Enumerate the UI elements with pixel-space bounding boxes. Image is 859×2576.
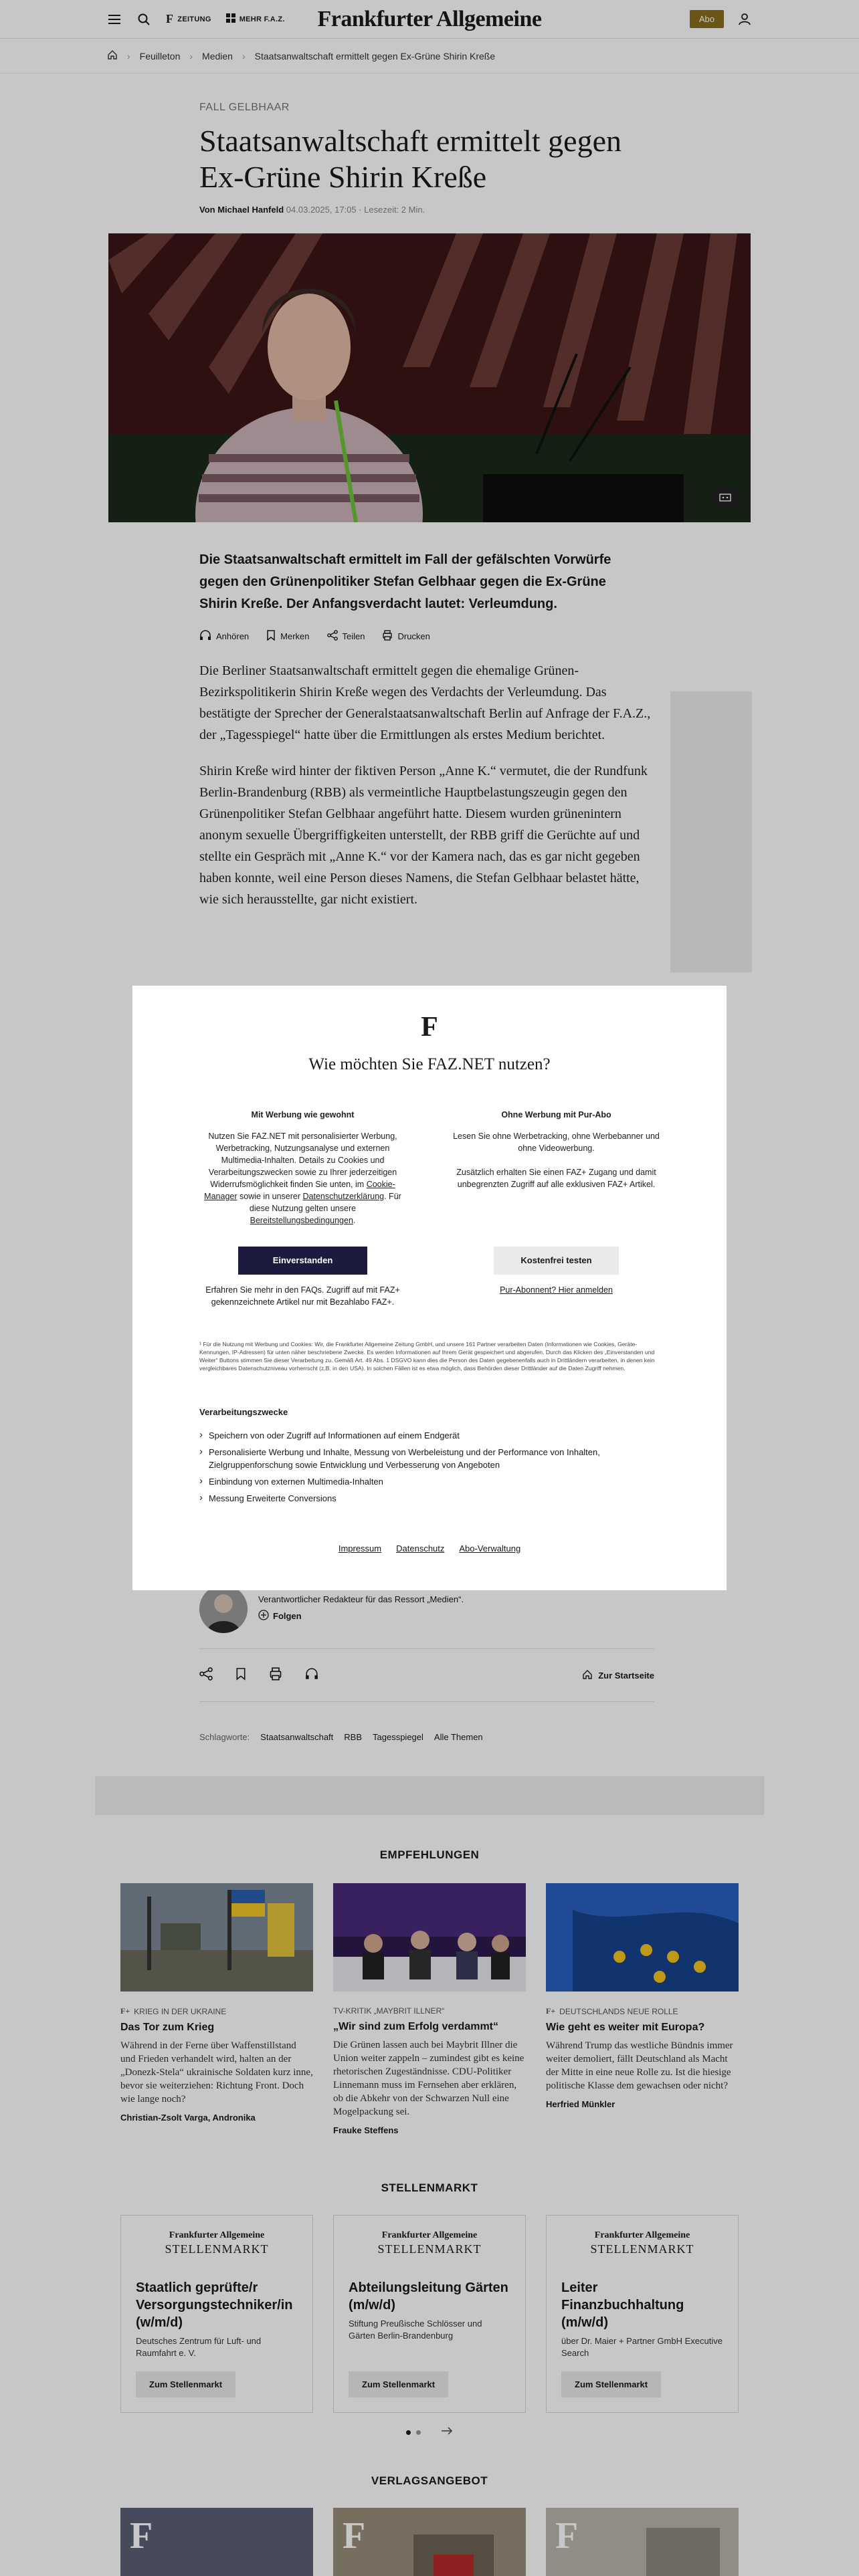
recommendation-title[interactable]: Wie geht es weiter mit Europa? xyxy=(546,2022,705,2033)
privacy-policy-link[interactable]: Datenschutzerklärung xyxy=(302,1192,385,1201)
job-logo: Frankfurter Allgemeine xyxy=(381,2230,478,2240)
job-title[interactable]: Staatlich geprüfte/r Versorgungstechniker/in (w/m/d) xyxy=(136,2280,293,2330)
listen-label: Anhören xyxy=(216,631,250,641)
bookmark-label: Merken xyxy=(280,631,310,641)
abo-verwaltung-link[interactable]: Abo-Verwaltung xyxy=(459,1543,521,1553)
jobs-title: STELLENMARKT xyxy=(381,2181,478,2194)
chevron-right-icon: › xyxy=(242,50,246,62)
chevron-right-icon: › xyxy=(189,50,193,62)
verlag-title: VERLAGSANGEBOT xyxy=(371,2474,488,2487)
cookie-manager-link[interactable]: Cookie-Manager xyxy=(204,1180,395,1201)
faz-f-icon: F xyxy=(166,12,174,25)
chevron-right-icon: › xyxy=(127,50,130,62)
purposes-title: Verarbeitungszwecke xyxy=(199,1407,288,1417)
job-company: über Dr. Maier + Partner GmbH Executive Search xyxy=(561,2336,723,2358)
consent-modal xyxy=(132,986,727,1590)
job-title[interactable]: Abteilungsleitung Gärten (m/w/d) xyxy=(349,2280,508,2313)
site-logo[interactable]: Frankfurter Allgemeine xyxy=(317,6,542,31)
recommendation-kicker: TV-KRITIK „MAYBRIT ILLNER“ xyxy=(333,2006,445,2016)
consent-footer-links xyxy=(199,1543,660,1553)
zeitung-label: ZEITUNG xyxy=(177,15,211,23)
recommendation-teaser: Während Trump das westliche Bündnis immer weiter demoliert, fällt Deutschland als Macht der Mitte in eine neue Rolle zu. Ist die hiesige politische Klasse dem gewachsen oder nicht? xyxy=(546,2040,733,2091)
recommendation-title[interactable]: „Wir sind zum Erfolg verdammt“ xyxy=(333,2021,498,2032)
faz-plus-icon: F+ xyxy=(546,2006,556,2016)
option-ads-text: Nutzen Sie FAZ.NET mit personalisierter Werbung, Werbetracking, Nutzungsanalyse und externen Multimedia-Inhalten. Details zu Cookies und Verarbeitungszwecken sowie zu Ihrer jederzeitigen Widerrufsmöglichkeit finden Sie unten, im xyxy=(208,1132,397,1189)
to-start-label: Zur Startseite xyxy=(598,1670,654,1681)
recommendation-author: Herfried Münkler xyxy=(546,2099,615,2109)
consent-option-pur xyxy=(453,1109,660,1226)
job-logo-sub: STELLENMARKT xyxy=(590,2242,694,2256)
share-label: Teilen xyxy=(342,631,365,641)
purpose-item[interactable]: › Speichern von oder Zugriff auf Informationen auf einem Endgerät xyxy=(199,1429,660,1442)
article-paragraph: Die Berliner Staatsanwaltschaft ermittelt gegen die ehemalige Grünen-Bezirkspolitikerin Shirin Kreße wegen des Verdachts der Verleumdung. Das bestätigte der Sprecher der Generalstaatsanwaltschaft Berlin auf Anfrage der F.A.Z., der „Tagesspiegel“ hatte über die Ermittlungen als erstes Medium berichtet. xyxy=(199,663,651,742)
datenschutz-link[interactable]: Datenschutz xyxy=(396,1543,445,1553)
terms-link[interactable]: Bereitstellungsbedingungen xyxy=(250,1216,353,1225)
article-title: Staatsanwaltschaft ermittelt gegen Ex-Grüne Shirin Kreße xyxy=(199,124,622,194)
faz-f-logo-icon: F xyxy=(421,1012,438,1043)
faz-f-icon: F xyxy=(343,2515,366,2557)
print-label: Drucken xyxy=(397,631,430,641)
author-role: Verantwortlicher Redakteur für das Ressort „Medien“. xyxy=(258,1594,464,1604)
purpose-item[interactable]: › Messung Erweiterte Conversions xyxy=(199,1492,660,1505)
job-company: Deutsches Zentrum für Luft- und Raumfahrt e. V. xyxy=(136,2336,262,2358)
option-ads-title: Mit Werbung wie gewohnt xyxy=(251,1110,355,1119)
faz-plus-icon: F+ xyxy=(120,2006,130,2016)
abo-button[interactable]: Abo xyxy=(690,10,724,28)
faz-f-icon: F xyxy=(555,2515,579,2557)
follow-label: Folgen xyxy=(273,1611,302,1621)
option-pur-text-2: Zusätzlich erhalten Sie einen FAZ+ Zugang und damit unbegrenzten Zugriff auf alle exklusiven FAZ+ Artikel. xyxy=(456,1168,656,1189)
article-meta: 04.03.2025, 17:05 · Lesezeit: 2 Min. xyxy=(286,205,425,215)
consent-fine-print: ¹ Für die Nutzung mit Werbung und Cookies: Wir, die Frankfurter Allgemeine Zeitung GmbH, und unsere 161 Partner verarbeiten Daten (Informationen wie Cookies, Geräte-Kennungen, IP-Adressen) für unten näher beschriebene Zwecke. Es werden Informationen auf Ihrem Gerät gespeichert und abgerufen. Durch das Klicken des „Einverstanden und Weiter“ Buttons stimmen Sie dieser Verarbeitung zu. Gemäß Art. 49 Abs. 1 DSGVO kann dies die Person des Daten gegebenenfalls auch in Drittländern verarbeiten, in denen kein vergleichbares Datenschutzniveau vorherrscht (z.B. in den USA). In solchen Fällen ist es etwa möglich, dass Behörden dieser Drittländer auf die Daten Zugriff nehmen. xyxy=(199,1341,655,1372)
tag-link[interactable]: Staatsanwaltschaft xyxy=(260,1732,334,1742)
option-ads-text-c: . Für diese Nutzung gelten unsere xyxy=(249,1192,401,1213)
job-logo: Frankfurter Allgemeine xyxy=(169,2230,265,2240)
job-button[interactable]: Zum Stellenmarkt xyxy=(136,2371,235,2397)
article-paragraph: Shirin Kreße wird hinter der fiktiven Person „Anne K.“ vermutet, die der Rundfunk Berlin-Brandenburg (RBB) als vermeintliche Hauptbelastungszeugin gegen den Grünenpolitiker Stefan Gelbhaar angeführt hatte. Diesem wurden grünenintern anonym sexuelle Übergriffigkeiten unterstellt, der RBB griff die Gerüchte auf und stellte ein Gespräch mit „Anne K.“ vor der Kamera nach, das es gar nicht gegeben haben konnte, weil eine Person dieses Namens, die Stefan Gelbhaar belastet hätte, wie sich herausstellte, gar nicht existiert. xyxy=(199,764,648,907)
recommendation-title[interactable]: Das Tor zum Krieg xyxy=(120,2022,215,2033)
recommendation-author: Christian-Zsolt Varga, Andronika xyxy=(120,2113,256,2123)
mehr-faz-label: MEHR F.A.Z. xyxy=(239,15,285,23)
recommendation-teaser: Die Grünen lassen auch bei Maybrit Illner die Union weiter zappeln – zumindest gibt es keine rhetorischen Zugeständnisse. CDU-Politiker Linnemann muss im Fernsehen aber erklären, ob die Abkehr von der Schwarzen Null eine Mogelpackung sei. xyxy=(333,2040,524,2117)
recommendation-author: Frauke Steffens xyxy=(333,2125,399,2135)
option-pur-text: Lesen Sie ohne Werbetracking, ohne Werbebanner und ohne Videowerbung. xyxy=(453,1132,660,1153)
tags-label: Schlagworte: xyxy=(199,1732,250,1742)
job-button[interactable]: Zum Stellenmarkt xyxy=(349,2371,448,2397)
recommendation-kicker: KRIEG IN DER UKRAINE xyxy=(134,2006,227,2016)
recommendation-teaser: Während in der Ferne über Waffenstillstand und Frieden verhandelt wird, halten an der „Donezk-Stela“ ukrainische Soldaten kurz inne, bevor sie weiterziehen: Richtung Front. Doch wie lange noch? xyxy=(120,2040,313,2105)
tag-link[interactable]: Tagesspiegel xyxy=(373,1732,423,1742)
job-logo-sub: STELLENMARKT xyxy=(165,2242,269,2256)
breadcrumb-item[interactable]: Medien xyxy=(202,50,233,62)
accept-note: Erfahren Sie mehr in den FAQs. Zugriff auf mit FAZ+ gekennzeichnete Artikel nur mit Bezahlabo FAZ+. xyxy=(205,1285,400,1307)
purpose-item[interactable]: › Einbindung von externen Multimedia-Inhalten xyxy=(199,1475,660,1488)
job-button[interactable]: Zum Stellenmarkt xyxy=(561,2371,661,2397)
article-lead: Die Staatsanwaltschaft ermittelt im Fall der gefälschten Vorwürfe gegen den Grünenpolitiker Stefan Gelbhaar gegen die Ex-Grüne Shirin Kreße. Der Anfangsverdacht lautet: Verleumdung. xyxy=(199,552,611,611)
purpose-item[interactable]: › Personalisierte Werbung und Inhalte, Messung von Werbeleistung und der Performance von Inhalten, Zielgruppenforschung sowie Entwicklung und Verbesserung von Angeboten xyxy=(199,1446,660,1471)
pur-login-link[interactable]: Pur-Abonnent? Hier anmelden xyxy=(500,1285,613,1295)
purposes-list xyxy=(199,1429,660,1505)
impressum-link[interactable]: Impressum xyxy=(338,1543,382,1553)
job-logo-sub: STELLENMARKT xyxy=(377,2242,482,2256)
recommendations-title: EMPFEHLUNGEN xyxy=(379,1848,480,1861)
consent-option-ads: Mit Werbung wie gewohnt Nutzen Sie FAZ.NET mit personalisierter Werbung, Werbetracking, Nutzungsanalyse und externen Multimedia-Inhalten. Details zu Cookies und Verarbeitungszwecken sowie zu Ihrer jederzeitigen Widerrufsmöglichkeit finden Sie unten, im Cookie-Manager sowie in unserer Datenschutzerklärung. Für diese Nutzung gelten unsere Bereitstellungsbedingungen. xyxy=(199,1109,406,1226)
author-link[interactable]: Von Michael Hanfeld xyxy=(199,205,284,215)
job-company: Stiftung Preußische Schlösser und Gärten Berlin-Brandenburg xyxy=(349,2319,482,2341)
consent-title: Wie möchten Sie FAZ.NET nutzen? xyxy=(308,1055,551,1073)
job-title[interactable]: Leiter Finanzbuchhaltung (m/w/d) xyxy=(561,2280,684,2330)
accept-button[interactable]: Einverstanden xyxy=(238,1247,368,1275)
faz-f-icon: F xyxy=(130,2515,153,2557)
breadcrumb-current: Staatsanwaltschaft ermittelt gegen Ex-Grüne Shirin Kreße xyxy=(254,50,496,62)
breadcrumb-item[interactable]: Feuilleton xyxy=(139,50,181,62)
article-overline: FALL GELBHAAR xyxy=(199,102,290,113)
tag-link[interactable]: Alle Themen xyxy=(434,1732,483,1742)
option-ads-text-b: sowie in unserer xyxy=(240,1192,301,1201)
tag-link[interactable]: RBB xyxy=(344,1732,363,1742)
job-logo: Frankfurter Allgemeine xyxy=(594,2230,690,2240)
trial-button[interactable]: Kostenfrei testen xyxy=(494,1247,618,1275)
recommendation-kicker: DEUTSCHLANDS NEUE ROLLE xyxy=(559,2006,678,2016)
option-pur-title: Ohne Werbung mit Pur-Abo xyxy=(501,1110,611,1119)
